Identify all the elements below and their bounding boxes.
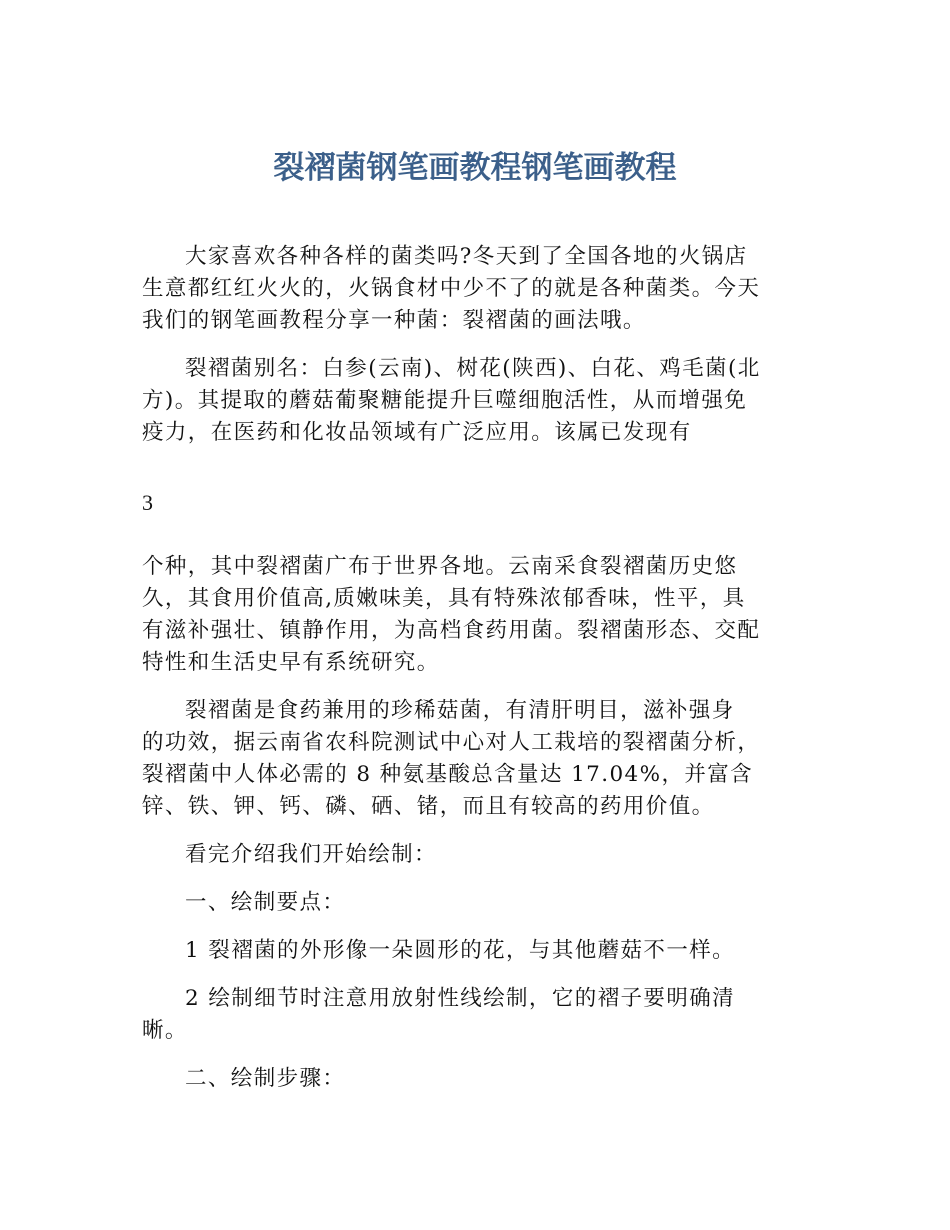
text-line: 看完介绍我们开始绘制： [185,842,437,867]
text-line: 个种，其中裂褶菌广布于世界各地。云南采食裂褶菌历史悠 [142,554,738,579]
text-line: 1 裂褶菌的外形像一朵圆形的花，与其他蘑菇不一样。 [185,938,736,963]
text-line: 疫力，在医药和化妆品领域有广泛应用。该属已发现有 [142,420,692,445]
text-line: 裂褶菌别名：白参(云南)、树花(陕西)、白花、鸡毛菌(北 [185,356,761,381]
text-line: 特性和生活史早有系统研究。 [142,650,440,675]
heading-steps [142,1063,812,1095]
text-line: 锌、铁、钾、钙、磷、硒、锗，而且有较高的药用价值。 [142,794,715,819]
text-line: 我们的钢笔画教程分享一种菌：裂褶菌的画法哦。 [142,308,646,333]
page-number: 3 [142,490,153,515]
key-point-1 [142,935,812,967]
paragraph-intro [142,241,812,337]
text-line: 一、绘制要点： [185,890,346,915]
body-section-2 [142,551,812,1111]
paragraph-start [142,839,812,871]
paragraph-distribution [142,551,812,679]
document-title: 裂褶菌钢笔画教程钢笔画教程 [273,150,677,186]
text-line: 晰。 [142,1018,188,1043]
body-section-1 [142,241,812,465]
text-line: 大家喜欢各种各样的菌类吗?冬天到了全国各地的火锅店 [185,244,748,269]
text-line: 二、绘制步骤： [185,1066,346,1091]
text-line: 久，其食用价值高,质嫩味美，具有特殊浓郁香味，性平，具 [142,586,746,611]
text-line: 的功效，据云南省农科院测试中心对人工栽培的裂褶菌分析， [142,730,761,755]
text-line: 有滋补强壮、镇静作用，为高档食药用菌。裂褶菌形态、交配 [142,618,761,643]
text-line: 2 绘制细节时注意用放射性线绘制，它的褶子要明确清 [185,986,736,1011]
paragraph-nutrition [142,695,812,823]
text-line: 裂褶菌是食药兼用的珍稀菇菌，有清肝明目，滋补强身 [185,698,735,723]
text-line: 生意都红红火火的，火锅食材中少不了的就是各种菌类。今天 [142,276,761,301]
text-line: 裂褶菌中人体必需的 8 种氨基酸总含量达 17.04%，并富含 [142,762,754,787]
key-point-2 [142,983,812,1047]
paragraph-aliases [142,353,812,449]
text-line: 方)。其提取的蘑菇葡聚糖能提升巨噬细胞活性，从而增强免 [142,388,748,413]
heading-key-points [142,887,812,919]
